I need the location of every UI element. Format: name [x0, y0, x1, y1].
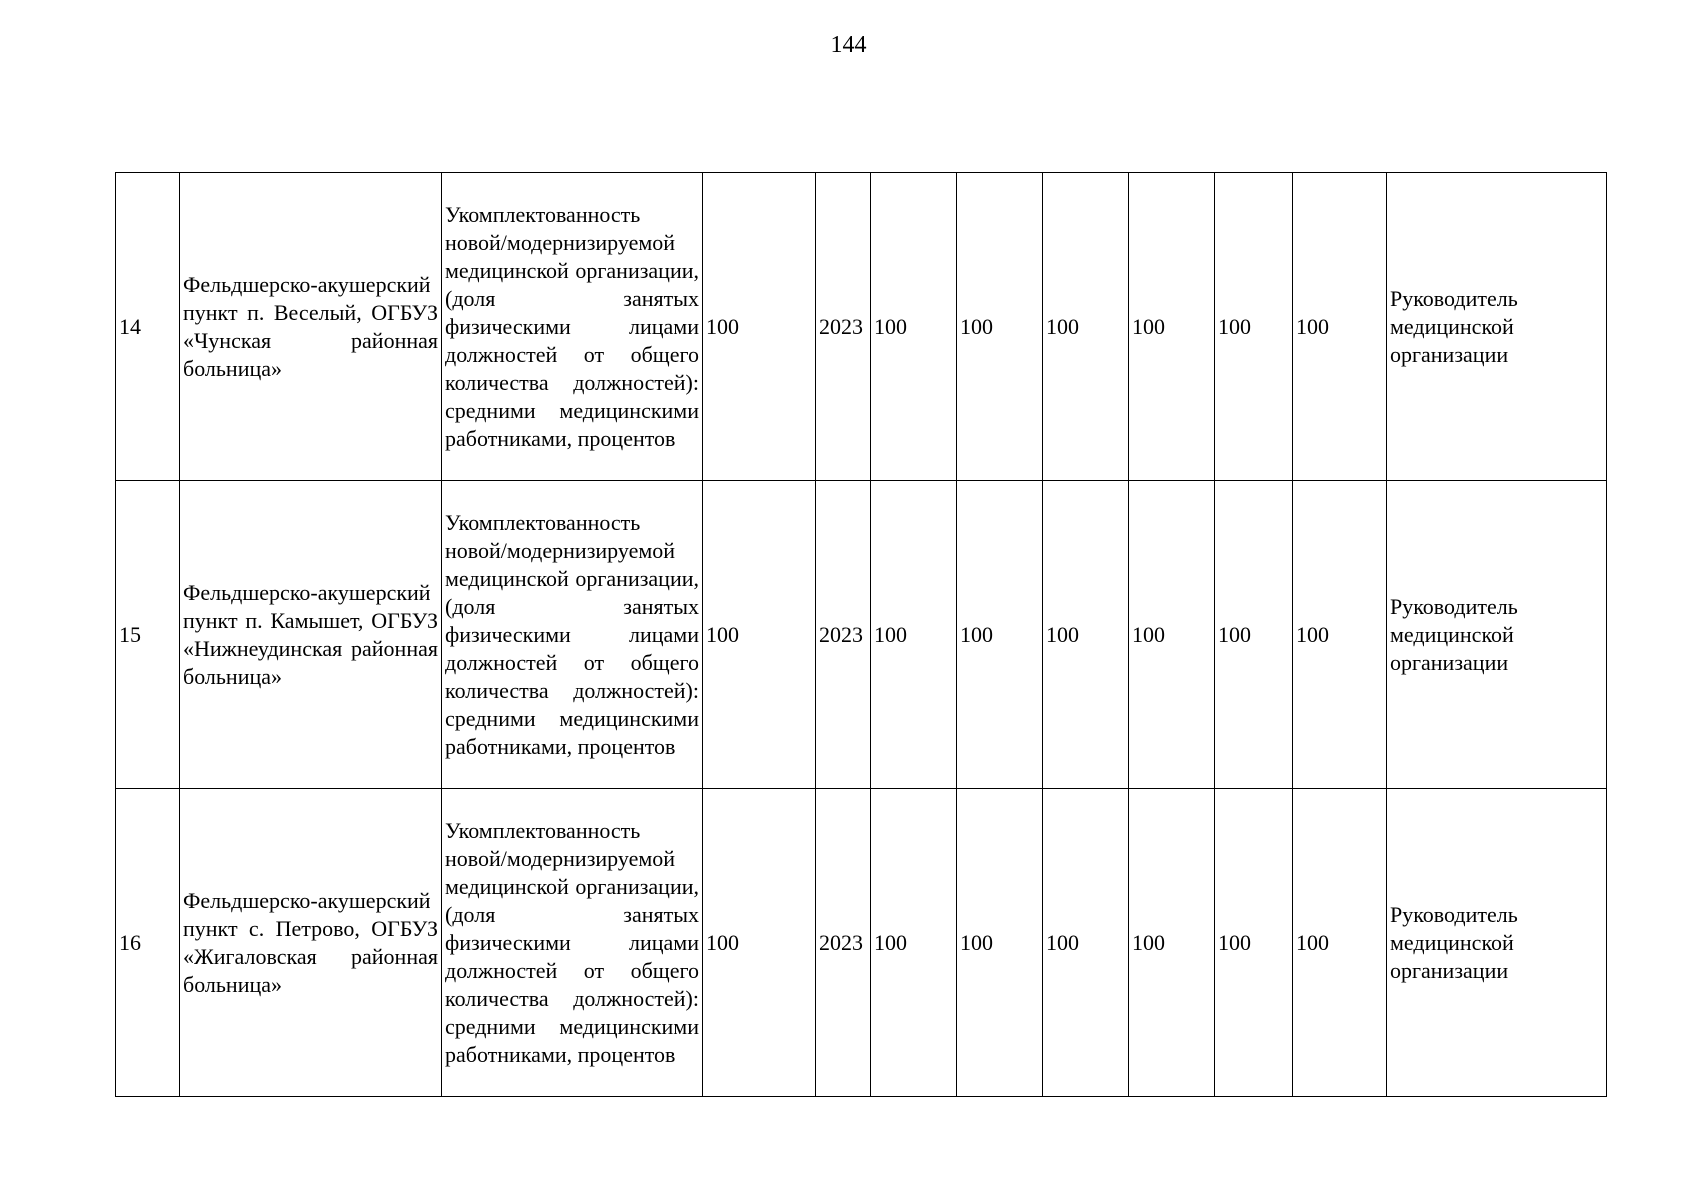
value-cell: 100	[1129, 481, 1215, 789]
base-value-cell: 100	[703, 481, 816, 789]
responsible-cell: Руководитель медицинской организации	[1387, 481, 1607, 789]
table-row	[116, 481, 1607, 789]
value-cell: 100	[957, 789, 1043, 1097]
base-year-cell: 2023	[816, 173, 871, 481]
base-value-cell: 100	[703, 173, 816, 481]
base-year-cell: 2023	[816, 789, 871, 1097]
row-index: 14	[116, 173, 180, 481]
value-cell: 100	[871, 789, 957, 1097]
object-cell: Фельдшерско-акушерский пункт п. Камышет, ОГБУЗ «Нижнеудинская районная больница»	[180, 481, 442, 789]
value-cell: 100	[871, 173, 957, 481]
row-index: 16	[116, 789, 180, 1097]
responsible-cell: Руководитель медицинской организации	[1387, 789, 1607, 1097]
object-cell: Фельдшерско-акушерский пункт с. Петрово, ОГБУЗ «Жигаловская районная больница»	[180, 789, 442, 1097]
value-cell: 100	[1043, 789, 1129, 1097]
value-cell: 100	[957, 481, 1043, 789]
table-row	[116, 173, 1607, 481]
value-cell: 100	[1293, 173, 1387, 481]
value-cell: 100	[1215, 789, 1293, 1097]
value-cell: 100	[1043, 173, 1129, 481]
value-cell: 100	[1215, 481, 1293, 789]
value-cell: 100	[1129, 789, 1215, 1097]
indicator-cell: Укомплектованность новой/модернизируемой медицинской организации, (доля занятых физическими лицами должностей от общего количества должностей): средними медицинскими работниками, процентов	[442, 173, 703, 481]
value-cell: 100	[1293, 481, 1387, 789]
value-cell: 100	[957, 173, 1043, 481]
value-cell: 100	[1043, 481, 1129, 789]
table-row	[116, 789, 1607, 1097]
responsible-cell: Руководитель медицинской организации	[1387, 173, 1607, 481]
object-cell: Фельдшерско-акушерский пункт п. Веселый, ОГБУЗ «Чунская районная больница»	[180, 173, 442, 481]
indicator-cell: Укомплектованность новой/модернизируемой медицинской организации, (доля занятых физическими лицами должностей от общего количества должностей): средними медицинскими работниками, процентов	[442, 481, 703, 789]
base-value-cell: 100	[703, 789, 816, 1097]
row-index: 15	[116, 481, 180, 789]
value-cell: 100	[1215, 173, 1293, 481]
value-cell: 100	[1293, 789, 1387, 1097]
indicator-cell: Укомплектованность новой/модернизируемой медицинской организации, (доля занятых физическими лицами должностей от общего количества должностей): средними медицинскими работниками, процентов	[442, 789, 703, 1097]
value-cell: 100	[1129, 173, 1215, 481]
base-year-cell: 2023	[816, 481, 871, 789]
indicators-table	[115, 172, 1607, 1097]
value-cell: 100	[871, 481, 957, 789]
page-number: 144	[830, 32, 867, 58]
